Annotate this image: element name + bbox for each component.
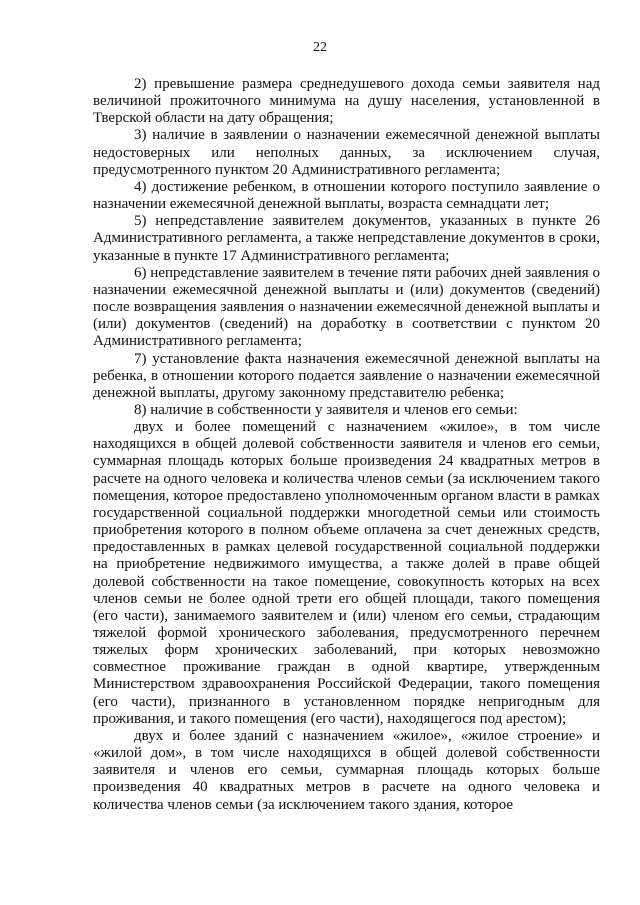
paragraph-premises: двух и более помещений с назначением «жилое», в том числе находящихся в общей долевой собственности заявителя и членов его семьи, суммарная площадь которых больше произведения 24 квадратных метров в расчете на одного человека и количества членов семьи (за исключением такого помещения, которое предоставлено уполномоченным органом власти в рамках государственной социальной поддержки многодетной семьи или стоимость приобретения которого в полном объеме оплачена за счет денежных средств, предоставленных в рамках целевой государственной социальной поддержки на приобретение недвижимого имущества, а также долей в праве общей долевой собственности на такое помещение, совокупность которых на всех членов семьи не более одной трети его общей площади, такого помещения (его части), занимаемого заявителем и (или) членом его семьи, страдающим тяжелой формой хронического заболевания, предусмотренного перечнем тяжелых форм хронических заболеваний, при которых невозможно совместное проживание граждан в одной квартире, утвержденным Министерством здравоохранения Российской Федерации, такого помещения (его части), признанного в установленном порядке непригодным для проживания, и такого помещения (его части), находящегося под арестом); [93,419,600,727]
paragraph-item-7: 7) установление факта назначения ежемесячной денежной выплаты на ребенка, в отношении которого подается заявление о назначении ежемесячной денежной выплаты, другому законному представителю ребенка; [93,350,600,401]
document-body [93,76,600,814]
paragraph-item-8: 8) наличие в собственности у заявителя и членов его семьи: [134,401,518,418]
paragraph-buildings: двух и более зданий с назначением «жилое», «жилое строение» и «жилой дом», в том числе находящихся в общей долевой собственности заявителя и членов его семьи, суммарная площадь которых больше произведения 40 квадратных метров в расчете на одного человека и количества членов семьи (за исключением такого здания, которое [93,727,600,813]
paragraph-item-6: 6) непредставление заявителем в течение пяти рабочих дней заявления о назначении ежемесячной денежной выплаты и (или) документов (сведений) после возвращения заявления о назначении ежемесячной денежной выплаты и (или) документов (сведений) на доработку в соответствии с пунктом 20 Административного регламента; [93,264,600,350]
paragraph-item-5: 5) непредставление заявителем документов, указанных в пункте 26 Административного регламента, а также непредставление документов в сроки, указанные в пункте 17 Административного регламента; [93,213,600,264]
paragraph-item-2: 2) превышение размера среднедушевого дохода семьи заявителя над величиной прожиточного минимума на душу населения, установленной в Тверской области на дату обращения; [93,76,600,127]
paragraph-item-4: 4) достижение ребенком, в отношении которого поступило заявление о назначении ежемесячной денежной выплаты, возраста семнадцати лет; [93,178,600,213]
page-number: 22 [313,40,327,55]
paragraph-item-3: 3) наличие в заявлении о назначении ежемесячной денежной выплаты недостоверных или неполных данных, за исключением случая, предусмотренного пунктом 20 Административного регламента; [93,127,600,178]
